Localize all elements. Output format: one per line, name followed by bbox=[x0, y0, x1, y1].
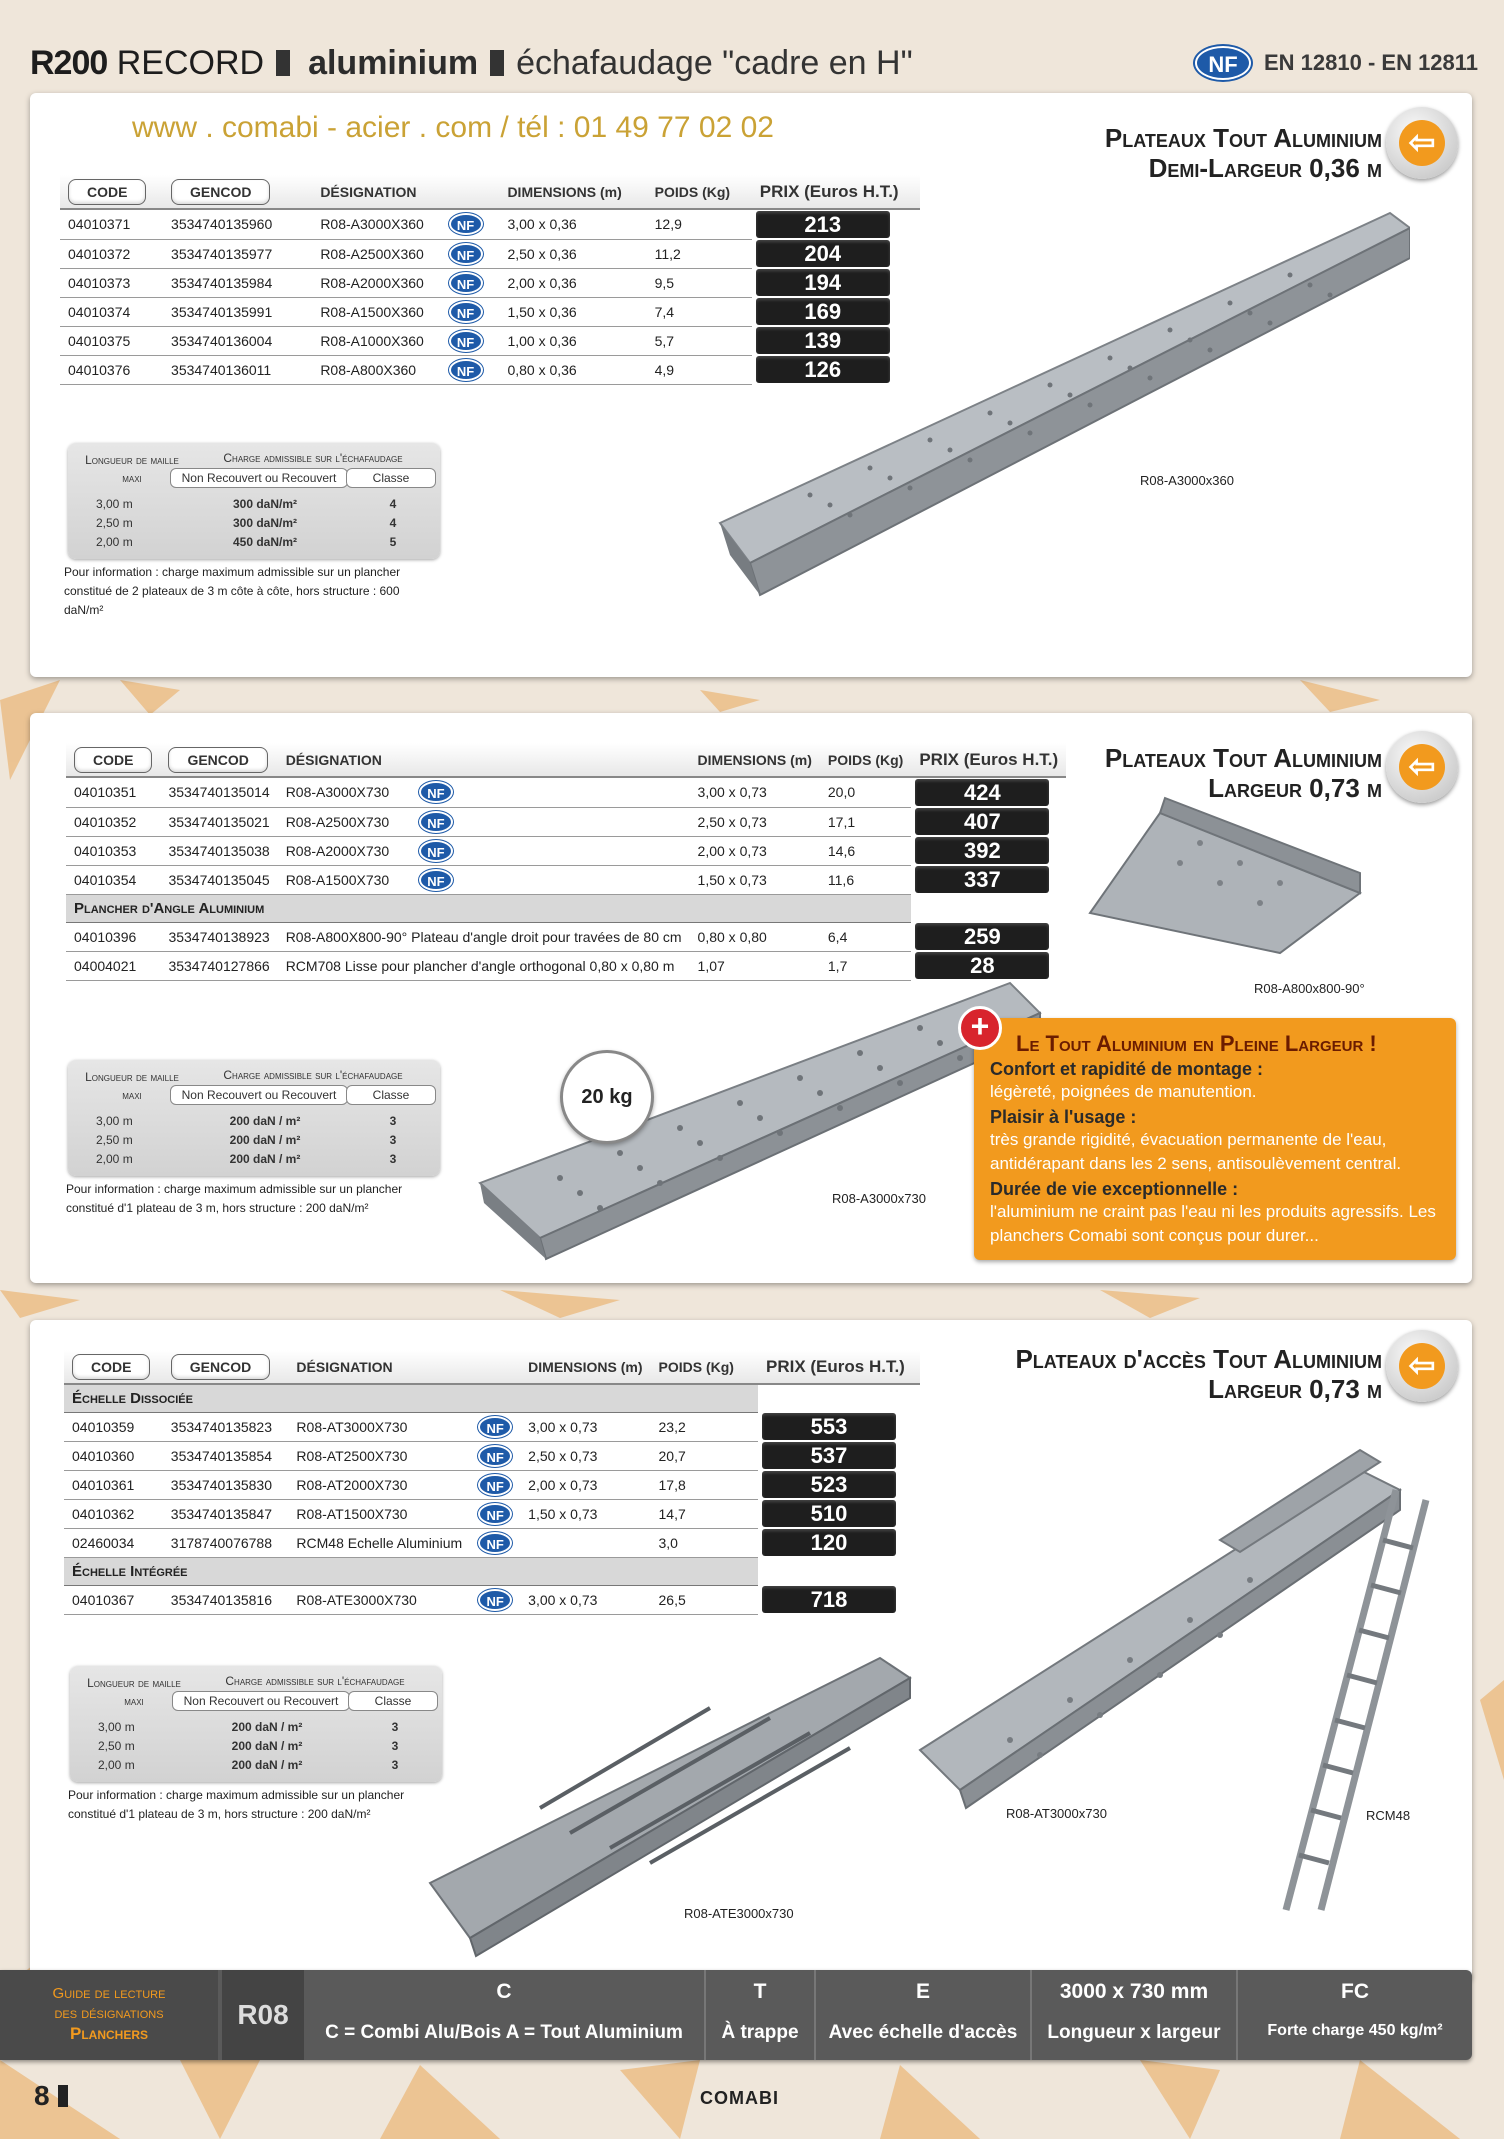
section-label: Plancher d'Angle Aluminium bbox=[66, 894, 911, 922]
cell-dimensions: 1,50 x 0,73 bbox=[520, 1499, 650, 1528]
cell-nf bbox=[470, 1585, 520, 1614]
brand-bold: R200 bbox=[30, 44, 108, 82]
cell-designation: R08-AT3000X730 bbox=[288, 1412, 470, 1441]
image-label-angle: R08-A800x800-90° bbox=[1254, 981, 1365, 996]
cell-gencod: 3534740135984 bbox=[163, 268, 312, 297]
image-label-a3000x360: R08-A3000x360 bbox=[1140, 473, 1234, 488]
cell-code: 04010371 bbox=[60, 209, 163, 239]
cell-poids: 7,4 bbox=[647, 297, 752, 326]
panel-largeur-073 bbox=[30, 713, 1472, 1283]
back-arrow-icon: ⇦ bbox=[1399, 1343, 1445, 1389]
price-box: 169 bbox=[756, 298, 890, 325]
ladder-image bbox=[1226, 1470, 1486, 1930]
cell-designation: R08-A2500X730 bbox=[278, 807, 411, 836]
plus-icon: + bbox=[958, 1006, 1002, 1050]
cell-designation: RCM708 Lisse pour plancher d'angle orthogonal 0,80 x 0,80 m bbox=[278, 951, 690, 980]
cell-nf bbox=[441, 239, 500, 268]
cell-gencod: 3534740135960 bbox=[163, 209, 312, 239]
charge-row: 2,00 m 200 daN / m² 3 bbox=[96, 1152, 397, 1166]
brand-title bbox=[30, 44, 913, 83]
nf-icon: NF bbox=[449, 272, 483, 294]
cell-prix bbox=[911, 807, 1066, 836]
cell-gencod: 3534740135847 bbox=[163, 1499, 289, 1528]
norms: EN 12810 - EN 12811 bbox=[1264, 50, 1479, 75]
cell-gencod: 3534740135014 bbox=[160, 777, 277, 807]
table-row bbox=[64, 1412, 920, 1441]
price-box: 407 bbox=[915, 808, 1049, 835]
cell-prix bbox=[911, 777, 1066, 807]
cell-gencod: 3534740135045 bbox=[160, 865, 277, 894]
price-box: 213 bbox=[756, 211, 890, 238]
section3-title-line1: Plateaux d'accès Tout Aluminium bbox=[1015, 1344, 1382, 1374]
promo-t3: l'aluminium ne craint pas l'eau ni les produits agressifs. Les planchers Comabi sont conçus pour durer... bbox=[990, 1202, 1436, 1245]
website-contact[interactable]: www . comabi - acier . com / tél : 01 49 77 02 02 bbox=[132, 111, 774, 144]
legend-guide-2: des désignations bbox=[54, 2005, 164, 2022]
product-table-3 bbox=[64, 1350, 920, 1615]
cell-code: 04010359 bbox=[64, 1412, 163, 1441]
promo-title: Le Tout Aluminium en Pleine Largeur ! bbox=[1016, 1031, 1377, 1056]
plank-image-demi-largeur bbox=[690, 183, 1410, 603]
back-arrow-icon: ⇦ bbox=[1399, 744, 1445, 790]
product-table-2 bbox=[66, 743, 1066, 981]
cell-poids: 11,2 bbox=[647, 239, 752, 268]
cell-poids: 4,9 bbox=[647, 355, 752, 384]
col-nf bbox=[441, 175, 500, 209]
nf-icon: NF bbox=[478, 1474, 512, 1496]
plank-image-largeur bbox=[450, 963, 1050, 1283]
cell-dimensions: 1,50 x 0,36 bbox=[499, 297, 646, 326]
cell-code: 04010353 bbox=[66, 836, 160, 865]
charge-nr: Non Recouvert ou Recouvert bbox=[172, 1691, 350, 1711]
promo-h2: Plaisir à l'usage : bbox=[990, 1107, 1137, 1127]
legend-code: R08 bbox=[222, 1970, 304, 2060]
cell-nf bbox=[411, 807, 690, 836]
table-section-row bbox=[64, 1557, 920, 1585]
back-arrow-button[interactable] bbox=[1386, 731, 1458, 803]
price-box: 392 bbox=[915, 837, 1049, 864]
comabi-logo: COMABI bbox=[700, 2088, 779, 2108]
table-row bbox=[66, 836, 1066, 865]
nf-icon: NF bbox=[478, 1416, 512, 1438]
cell-designation: R08-AT1500X730 bbox=[288, 1499, 470, 1528]
charge-info-3: Pour information : charge maximum admissible sur un plancher constitué d'1 plateau de 3 m, hors structure : 200 daN/m² bbox=[68, 1788, 405, 1821]
price-box: 537 bbox=[762, 1442, 896, 1469]
back-arrow-button[interactable] bbox=[1386, 107, 1458, 179]
nf-icon: NF bbox=[449, 213, 483, 235]
cell-gencod: 3534740136011 bbox=[163, 355, 312, 384]
cell-poids: 9,5 bbox=[647, 268, 752, 297]
charge-lm: Longueur de maille maxi bbox=[85, 453, 179, 485]
table-row bbox=[66, 807, 1066, 836]
cell-dimensions: 3,00 x 0,73 bbox=[520, 1585, 650, 1614]
cell-nf bbox=[411, 865, 690, 894]
cell-nf bbox=[441, 268, 500, 297]
brand-echafaudage: échafaudage "cadre en H" bbox=[516, 44, 913, 82]
charge-row: 3,00 m 200 daN / m² 3 bbox=[98, 1720, 399, 1734]
section1-title-line2: Demi-Largeur 0,36 m bbox=[1148, 153, 1382, 183]
charge-cl: Classe bbox=[348, 1691, 438, 1711]
promo-h1: Confort et rapidité de montage : bbox=[990, 1059, 1264, 1079]
col-prix: PRIX (Euros H.T.) bbox=[752, 175, 920, 209]
nf-icon: NF bbox=[478, 1445, 512, 1467]
charge-nr: Non Recouvert ou Recouvert bbox=[170, 1085, 348, 1105]
cell-prix bbox=[911, 922, 1066, 951]
nf-icon: NF bbox=[419, 811, 453, 833]
charge-info-1: Pour information : charge maximum admissible sur un plancher constitué de 2 plateaux de 3 m côte à côte, hors structure : 600 daN/m² bbox=[64, 565, 401, 617]
price-box: 259 bbox=[915, 923, 1049, 950]
brand-record: RECORD bbox=[116, 44, 265, 82]
price-box: 204 bbox=[756, 240, 890, 267]
col-nf bbox=[411, 743, 690, 777]
nf-logo-icon: NF bbox=[1195, 46, 1251, 80]
image-label-a3000x730: R08-A3000x730 bbox=[832, 1191, 926, 1206]
cell-designation: R08-A3000X360 bbox=[312, 209, 440, 239]
price-box: 553 bbox=[762, 1413, 896, 1440]
cell-code: 04010376 bbox=[60, 355, 163, 384]
section1-title-line1: Plateaux Tout Aluminium bbox=[1104, 123, 1382, 153]
cell-dimensions: 2,50 x 0,73 bbox=[520, 1441, 650, 1470]
cell-designation: R08-A800X800-90° Plateau d'angle droit pour travées de 80 cm bbox=[278, 922, 690, 951]
charge-row: 2,50 m 200 daN / m² 3 bbox=[98, 1739, 399, 1753]
cell-dimensions: 2,00 x 0,73 bbox=[690, 836, 820, 865]
section-label: Échelle Dissociée bbox=[64, 1384, 758, 1412]
price-box: 28 bbox=[915, 952, 1049, 979]
cell-gencod: 3178740076788 bbox=[163, 1528, 289, 1557]
section2-title-line2: Largeur 0,73 m bbox=[1208, 773, 1382, 803]
price-box: 337 bbox=[915, 866, 1049, 893]
cell-code: 04010360 bbox=[64, 1441, 163, 1470]
cell-dimensions bbox=[520, 1528, 650, 1557]
price-box: 718 bbox=[762, 1586, 896, 1613]
panel-acces bbox=[30, 1320, 1472, 1980]
table-section-row bbox=[66, 894, 1066, 922]
price-box: 523 bbox=[762, 1471, 896, 1498]
col-dimensions: DIMENSIONS (m) bbox=[499, 175, 646, 209]
cell-nf bbox=[470, 1441, 520, 1470]
cell-dimensions: 0,80 x 0,80 bbox=[690, 922, 820, 951]
cell-gencod: 3534740135854 bbox=[163, 1441, 289, 1470]
cell-gencod: 3534740136004 bbox=[163, 326, 312, 355]
cell-nf bbox=[441, 326, 500, 355]
table-row bbox=[64, 1499, 920, 1528]
section3-title-line2: Largeur 0,73 m bbox=[1208, 1374, 1382, 1404]
table-row bbox=[64, 1528, 920, 1557]
cell-nf bbox=[411, 777, 690, 807]
charge-row: 3,00 m 300 daN/m² 4 bbox=[96, 497, 397, 511]
legend-guide-3: Planchers bbox=[69, 2024, 148, 2043]
image-label-at3000: R08-AT3000x730 bbox=[1006, 1806, 1107, 1821]
price-box: 120 bbox=[762, 1529, 896, 1556]
cell-designation: R08-A1500X360 bbox=[312, 297, 440, 326]
section-label-pad bbox=[911, 894, 1066, 922]
cell-poids: 14,7 bbox=[651, 1499, 758, 1528]
cell-designation: R08-AT2000X730 bbox=[288, 1470, 470, 1499]
charge-lm: Longueur de maille maxi bbox=[85, 1070, 179, 1102]
promo-box bbox=[970, 1008, 1456, 1260]
cell-nf bbox=[441, 209, 500, 239]
cell-nf bbox=[470, 1412, 520, 1441]
image-label-ate3000: R08-ATE3000x730 bbox=[684, 1906, 794, 1921]
cell-dimensions: 0,80 x 0,36 bbox=[499, 355, 646, 384]
price-box: 424 bbox=[915, 779, 1049, 806]
cell-code: 04010396 bbox=[66, 922, 160, 951]
cell-gencod: 3534740135823 bbox=[163, 1412, 289, 1441]
promo-t1: légèreté, poignées de manutention. bbox=[990, 1082, 1257, 1101]
designation-legend bbox=[0, 1970, 1472, 2060]
col-designation: DÉSIGNATION bbox=[312, 175, 440, 209]
cell-code: 04004021 bbox=[66, 951, 160, 980]
charge-box-2 bbox=[68, 1060, 440, 1176]
legend-guide-1: Guide de lecture bbox=[52, 1985, 166, 2002]
cell-poids: 20,7 bbox=[651, 1441, 758, 1470]
charge-ca: Charge admissible sur l'échafaudage bbox=[223, 1068, 403, 1082]
cell-nf bbox=[470, 1470, 520, 1499]
nf-icon: NF bbox=[449, 330, 483, 352]
back-arrow-button[interactable] bbox=[1386, 1330, 1458, 1402]
cell-gencod: 3534740127866 bbox=[160, 951, 277, 980]
cell-poids: 17,8 bbox=[651, 1470, 758, 1499]
col-gencod: GENCOD bbox=[160, 743, 277, 777]
legend-c: C C = Combi Alu/Bois A = Tout Aluminium bbox=[325, 1980, 683, 2043]
legend-e: E Avec échelle d'accès bbox=[814, 1970, 1030, 2060]
nf-icon: NF bbox=[419, 781, 453, 803]
charge-ca: Charge admissible sur l'échafaudage bbox=[225, 1674, 405, 1688]
angle-plank-image bbox=[1080, 793, 1370, 963]
cell-gencod: 3534740138923 bbox=[160, 922, 277, 951]
cell-prix bbox=[911, 865, 1066, 894]
nf-icon: NF bbox=[449, 359, 483, 381]
col-prix: PRIX (Euros H.T.) bbox=[911, 743, 1066, 777]
cell-nf bbox=[411, 836, 690, 865]
price-box: 194 bbox=[756, 269, 890, 296]
col-dimensions: DIMENSIONS (m) bbox=[520, 1350, 650, 1384]
cell-nf bbox=[441, 297, 500, 326]
cell-code: 04010367 bbox=[64, 1585, 163, 1614]
nf-icon: NF bbox=[478, 1503, 512, 1525]
col-poids: POIDS (Kg) bbox=[647, 175, 752, 209]
table-row bbox=[64, 1441, 920, 1470]
cell-gencod: 3534740135977 bbox=[163, 239, 312, 268]
cell-designation: R08-A800X360 bbox=[312, 355, 440, 384]
col-poids: POIDS (Kg) bbox=[651, 1350, 758, 1384]
cell-nf bbox=[441, 355, 500, 384]
cell-poids: 26,5 bbox=[651, 1585, 758, 1614]
charge-row: 3,00 m 200 daN / m² 3 bbox=[96, 1114, 397, 1128]
cell-dimensions: 1,07 bbox=[690, 951, 820, 980]
cell-dimensions: 3,00 x 0,73 bbox=[520, 1412, 650, 1441]
section3-title bbox=[1015, 1344, 1382, 1404]
col-code: CODE bbox=[60, 175, 163, 209]
legend-dimensions: 3000 x 730 mm Longueur x largeur bbox=[1030, 1970, 1236, 2060]
cell-code: 02460034 bbox=[64, 1528, 163, 1557]
charge-row: 2,00 m 450 daN/m² 5 bbox=[96, 535, 397, 549]
cell-dimensions: 2,50 x 0,73 bbox=[690, 807, 820, 836]
image-label-rcm48: RCM48 bbox=[1366, 1808, 1411, 1823]
cell-code: 04010374 bbox=[60, 297, 163, 326]
cell-designation: R08-A1000X360 bbox=[312, 326, 440, 355]
cell-gencod: 3534740135038 bbox=[160, 836, 277, 865]
col-code: CODE bbox=[64, 1350, 163, 1384]
nf-icon: NF bbox=[449, 243, 483, 265]
cell-code: 04010354 bbox=[66, 865, 160, 894]
table-row bbox=[66, 922, 1066, 951]
cell-code: 04010375 bbox=[60, 326, 163, 355]
cell-designation: R08-ATE3000X730 bbox=[288, 1585, 470, 1614]
cell-poids: 6,4 bbox=[820, 922, 911, 951]
cell-poids: 17,1 bbox=[820, 807, 911, 836]
cell-code: 04010372 bbox=[60, 239, 163, 268]
cell-code: 04010362 bbox=[64, 1499, 163, 1528]
cell-gencod: 3534740135991 bbox=[163, 297, 312, 326]
cell-dimensions: 1,50 x 0,73 bbox=[690, 865, 820, 894]
nf-icon: NF bbox=[449, 301, 483, 323]
legend-t: T À trappe bbox=[704, 1970, 814, 2060]
cell-dimensions: 3,00 x 0,36 bbox=[499, 209, 646, 239]
back-arrow-icon: ⇦ bbox=[1399, 120, 1445, 166]
nf-icon: NF bbox=[419, 869, 453, 891]
table-row bbox=[66, 777, 1066, 807]
charge-lm: Longueur de maille maxi bbox=[87, 1676, 181, 1708]
table-row bbox=[66, 865, 1066, 894]
price-box: 510 bbox=[762, 1500, 896, 1527]
panel-demi-largeur bbox=[30, 93, 1472, 677]
cell-designation: RCM48 Echelle Aluminium bbox=[288, 1528, 470, 1557]
legend-guide bbox=[0, 1970, 218, 2060]
charge-box-1 bbox=[68, 443, 440, 559]
col-nf bbox=[470, 1350, 520, 1384]
cell-poids: 23,2 bbox=[651, 1412, 758, 1441]
cell-poids: 1,7 bbox=[820, 951, 911, 980]
cell-prix bbox=[911, 836, 1066, 865]
page-number: 8 bbox=[34, 2080, 68, 2112]
cell-poids: 20,0 bbox=[820, 777, 911, 807]
cell-nf bbox=[470, 1528, 520, 1557]
col-poids: POIDS (Kg) bbox=[820, 743, 911, 777]
cell-poids: 12,9 bbox=[647, 209, 752, 239]
cell-designation: R08-A2000X360 bbox=[312, 268, 440, 297]
table-section-row bbox=[64, 1384, 920, 1412]
charge-row: 2,50 m 200 daN / m² 3 bbox=[96, 1133, 397, 1147]
section1-title bbox=[1105, 123, 1382, 183]
cell-dimensions: 3,00 x 0,73 bbox=[690, 777, 820, 807]
legend-fc: FC Forte charge 450 kg/m² bbox=[1236, 1970, 1472, 2060]
section-label: Échelle Intégrée bbox=[64, 1557, 758, 1585]
col-designation: DÉSIGNATION bbox=[278, 743, 411, 777]
charge-row: 2,50 m 300 daN/m² 4 bbox=[96, 516, 397, 530]
charge-row: 2,00 m 200 daN / m² 3 bbox=[98, 1758, 399, 1772]
col-gencod: GENCOD bbox=[163, 1350, 289, 1384]
cell-gencod: 3534740135816 bbox=[163, 1585, 289, 1614]
cell-code: 04010361 bbox=[64, 1470, 163, 1499]
charge-nr: Non Recouvert ou Recouvert bbox=[170, 468, 348, 488]
cell-dimensions: 2,00 x 0,36 bbox=[499, 268, 646, 297]
page-header bbox=[0, 40, 1504, 90]
table-row bbox=[64, 1585, 920, 1614]
cell-nf bbox=[470, 1499, 520, 1528]
col-dimensions: DIMENSIONS (m) bbox=[690, 743, 820, 777]
cell-poids: 3,0 bbox=[651, 1528, 758, 1557]
nf-icon: NF bbox=[478, 1532, 512, 1554]
cell-gencod: 3534740135021 bbox=[160, 807, 277, 836]
promo-h3: Durée de vie exceptionnelle : bbox=[990, 1179, 1239, 1199]
table-row bbox=[64, 1470, 920, 1499]
cell-gencod: 3534740135830 bbox=[163, 1470, 289, 1499]
cell-designation: R08-A3000X730 bbox=[278, 777, 411, 807]
cell-poids: 11,6 bbox=[820, 865, 911, 894]
price-box: 139 bbox=[756, 327, 890, 354]
promo-t2: très grande rigidité, évacuation permanente de l'eau, antidérapant dans les 2 sens, antisoulèvement central. bbox=[990, 1130, 1402, 1173]
cell-dimensions: 2,00 x 0,73 bbox=[520, 1470, 650, 1499]
charge-cl: Classe bbox=[346, 468, 436, 488]
cell-code: 04010373 bbox=[60, 268, 163, 297]
cell-code: 04010351 bbox=[66, 777, 160, 807]
nf-icon: NF bbox=[419, 840, 453, 862]
col-code: CODE bbox=[66, 743, 160, 777]
nf-icon: NF bbox=[478, 1589, 512, 1611]
cell-designation: R08-A2500X360 bbox=[312, 239, 440, 268]
cell-dimensions: 2,50 x 0,36 bbox=[499, 239, 646, 268]
charge-box-3 bbox=[70, 1666, 442, 1782]
price-box: 126 bbox=[756, 356, 890, 383]
col-prix: PRIX (Euros H.T.) bbox=[758, 1350, 920, 1384]
cell-designation: R08-A1500X730 bbox=[278, 865, 411, 894]
cell-poids: 5,7 bbox=[647, 326, 752, 355]
cell-poids: 14,6 bbox=[820, 836, 911, 865]
charge-ca: Charge admissible sur l'échafaudage bbox=[223, 451, 403, 465]
charge-info-2: Pour information : charge maximum admissible sur un plancher constitué d'1 plateau de 3 m, hors structure : 200 daN/m² bbox=[66, 1182, 403, 1215]
section-label-pad bbox=[758, 1384, 920, 1412]
cell-dimensions: 1,00 x 0,36 bbox=[499, 326, 646, 355]
plank-image-echelle-integree bbox=[410, 1638, 950, 1958]
cell-designation: R08-A2000X730 bbox=[278, 836, 411, 865]
charge-cl: Classe bbox=[346, 1085, 436, 1105]
cell-code: 04010352 bbox=[66, 807, 160, 836]
cell-designation: R08-AT2500X730 bbox=[288, 1441, 470, 1470]
col-gencod: GENCOD bbox=[163, 175, 312, 209]
section2-title-line1: Plateaux Tout Aluminium bbox=[1104, 743, 1382, 773]
weight-badge: 20 kg bbox=[560, 1050, 654, 1144]
col-designation: DÉSIGNATION bbox=[288, 1350, 470, 1384]
brand-alu: aluminium bbox=[308, 44, 479, 82]
